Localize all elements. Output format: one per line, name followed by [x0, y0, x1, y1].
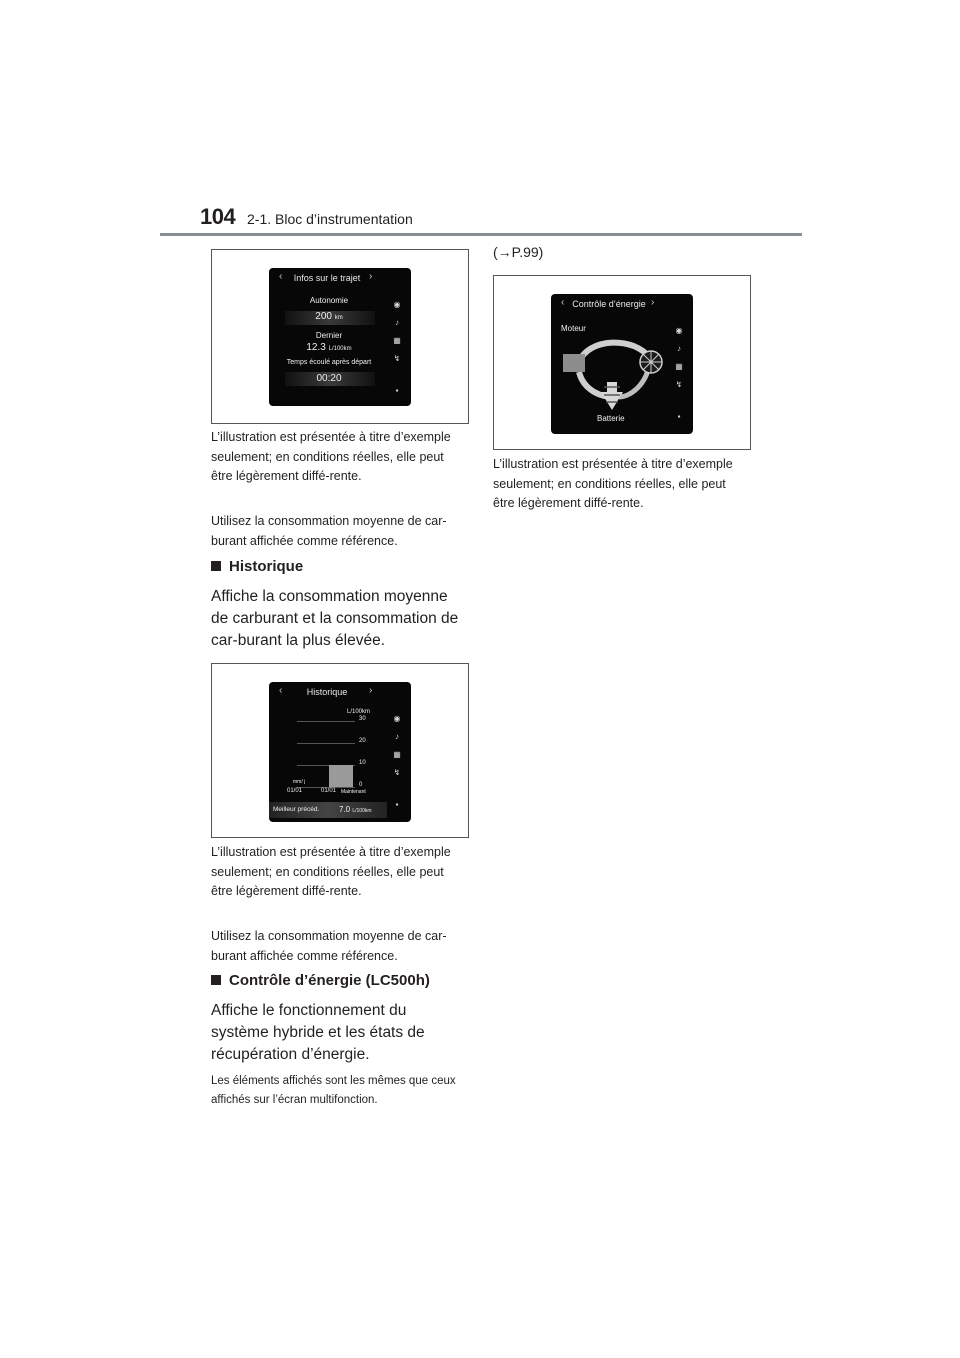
- history-screen: [269, 682, 411, 822]
- date-format: mm/ j: [293, 779, 306, 785]
- energy-icon: ↯: [675, 380, 683, 389]
- graph-icon: ▦: [675, 362, 683, 371]
- caption-2: L’illustration est présentée à titre d’exemple seulement; en conditions réelles, elle peut être légèrement diffé-rente.: [211, 845, 451, 898]
- energy-intro: Affiche le fonctionnement du système hybride et les états de récupération d’énergie.: [211, 1002, 425, 1063]
- caption-1: L’illustration est présentée à titre d’exemple seulement; en conditions réelles, elle peut être légèrement diffé-rente.: [211, 430, 451, 483]
- music-icon: ♪: [395, 732, 399, 741]
- page-number: 104: [200, 204, 236, 229]
- chevron-right-icon: ›: [651, 297, 655, 308]
- page-reference[interactable]: (→P.99): [493, 244, 544, 260]
- gauge-icon: ◉: [675, 326, 683, 335]
- graph-icon: ▦: [393, 336, 401, 345]
- screen-icon: ▪: [677, 412, 681, 421]
- note-1: Utilisez la consommation moyenne de car-burant affichée comme référence.: [211, 514, 447, 548]
- chevron-left-icon: ‹: [279, 271, 283, 282]
- flow-arc: [579, 343, 649, 362]
- figure-trip-info: [211, 249, 469, 424]
- chevron-left-icon: ‹: [561, 297, 565, 308]
- tick-label: 20: [359, 738, 366, 744]
- trip-info-screen: [269, 268, 411, 406]
- engine-shape: [563, 354, 585, 372]
- gridline: [297, 743, 355, 744]
- tick-label: 30: [359, 716, 366, 722]
- best-label: Meilleur précéd.: [273, 806, 320, 813]
- last-value: 12.3 L/100km: [306, 342, 352, 353]
- music-icon: ♪: [677, 344, 681, 353]
- autonomy-label: Autonomie: [309, 296, 349, 305]
- music-icon: ♪: [395, 318, 399, 327]
- best-value: 7.0 L/100km: [339, 805, 372, 814]
- heading-historique: Historique: [211, 558, 303, 575]
- energy-note: Les éléments affichés sont les mêmes que ceux affichés sur l’écran multifonction.: [211, 1075, 456, 1106]
- square-bullet-icon: [211, 975, 221, 985]
- chevron-left-icon: ‹: [279, 685, 283, 696]
- screen-icon: ▪: [395, 800, 399, 809]
- unit-label: L/100km: [347, 709, 371, 715]
- now-label: Maintenant: [341, 789, 366, 795]
- date-end: 01/01: [321, 788, 337, 794]
- gauge-icon: ◉: [393, 300, 401, 309]
- wheel-spokes: [640, 351, 662, 373]
- energy-icon: ↯: [393, 768, 401, 777]
- chevron-right-icon: ›: [369, 271, 373, 282]
- tick-label: 10: [359, 760, 366, 766]
- graph-icon: ▦: [393, 750, 401, 759]
- screen-sidebar: [673, 322, 687, 422]
- date-start: 01/01: [287, 788, 303, 794]
- caption-3: L’illustration est présentée à titre d’exemple seulement; en conditions réelles, elle peut être légèrement diffé-rente.: [493, 457, 733, 510]
- screen-title: Historique: [306, 687, 348, 697]
- header-rule: [160, 233, 802, 236]
- screen-sidebar: [391, 710, 405, 810]
- screen-title: Contrôle d’énergie: [572, 299, 646, 309]
- energy-flow-diagram: [559, 332, 667, 412]
- elapsed-label: Temps écoulé après départ: [286, 359, 372, 366]
- battery-arrow: [601, 382, 623, 410]
- history-bar: [329, 765, 353, 787]
- last-label: Dernier: [315, 331, 343, 340]
- note-2: Utilisez la consommation moyenne de car-burant affichée comme référence.: [211, 929, 447, 963]
- gauge-icon: ◉: [393, 714, 401, 723]
- screen-sidebar: [391, 296, 405, 396]
- gridline: [297, 721, 355, 722]
- square-bullet-icon: [211, 561, 221, 571]
- energy-screen: [551, 294, 693, 434]
- battery-label: Batterie: [597, 414, 625, 423]
- screen-title: Infos sur le trajet: [293, 273, 361, 283]
- tick-label: 0: [359, 782, 363, 788]
- screen-icon: ▪: [395, 386, 399, 395]
- chevron-right-icon: ›: [369, 685, 373, 696]
- heading-energy: Contrôle d’énergie (LC500h): [211, 972, 430, 989]
- figure-energy-monitor: [493, 275, 751, 450]
- energy-icon: ↯: [393, 354, 401, 363]
- figure-history: [211, 663, 469, 838]
- motor-label: Moteur: [561, 324, 586, 333]
- autonomy-value: 200 km: [315, 311, 343, 322]
- section-title: 2-1. Bloc d’instrumentation: [247, 211, 413, 227]
- historique-intro: Affiche la consommation moyenne de carburant et la consommation de car-burant la plus élevée.: [211, 588, 459, 649]
- elapsed-value: 00:20: [316, 373, 342, 384]
